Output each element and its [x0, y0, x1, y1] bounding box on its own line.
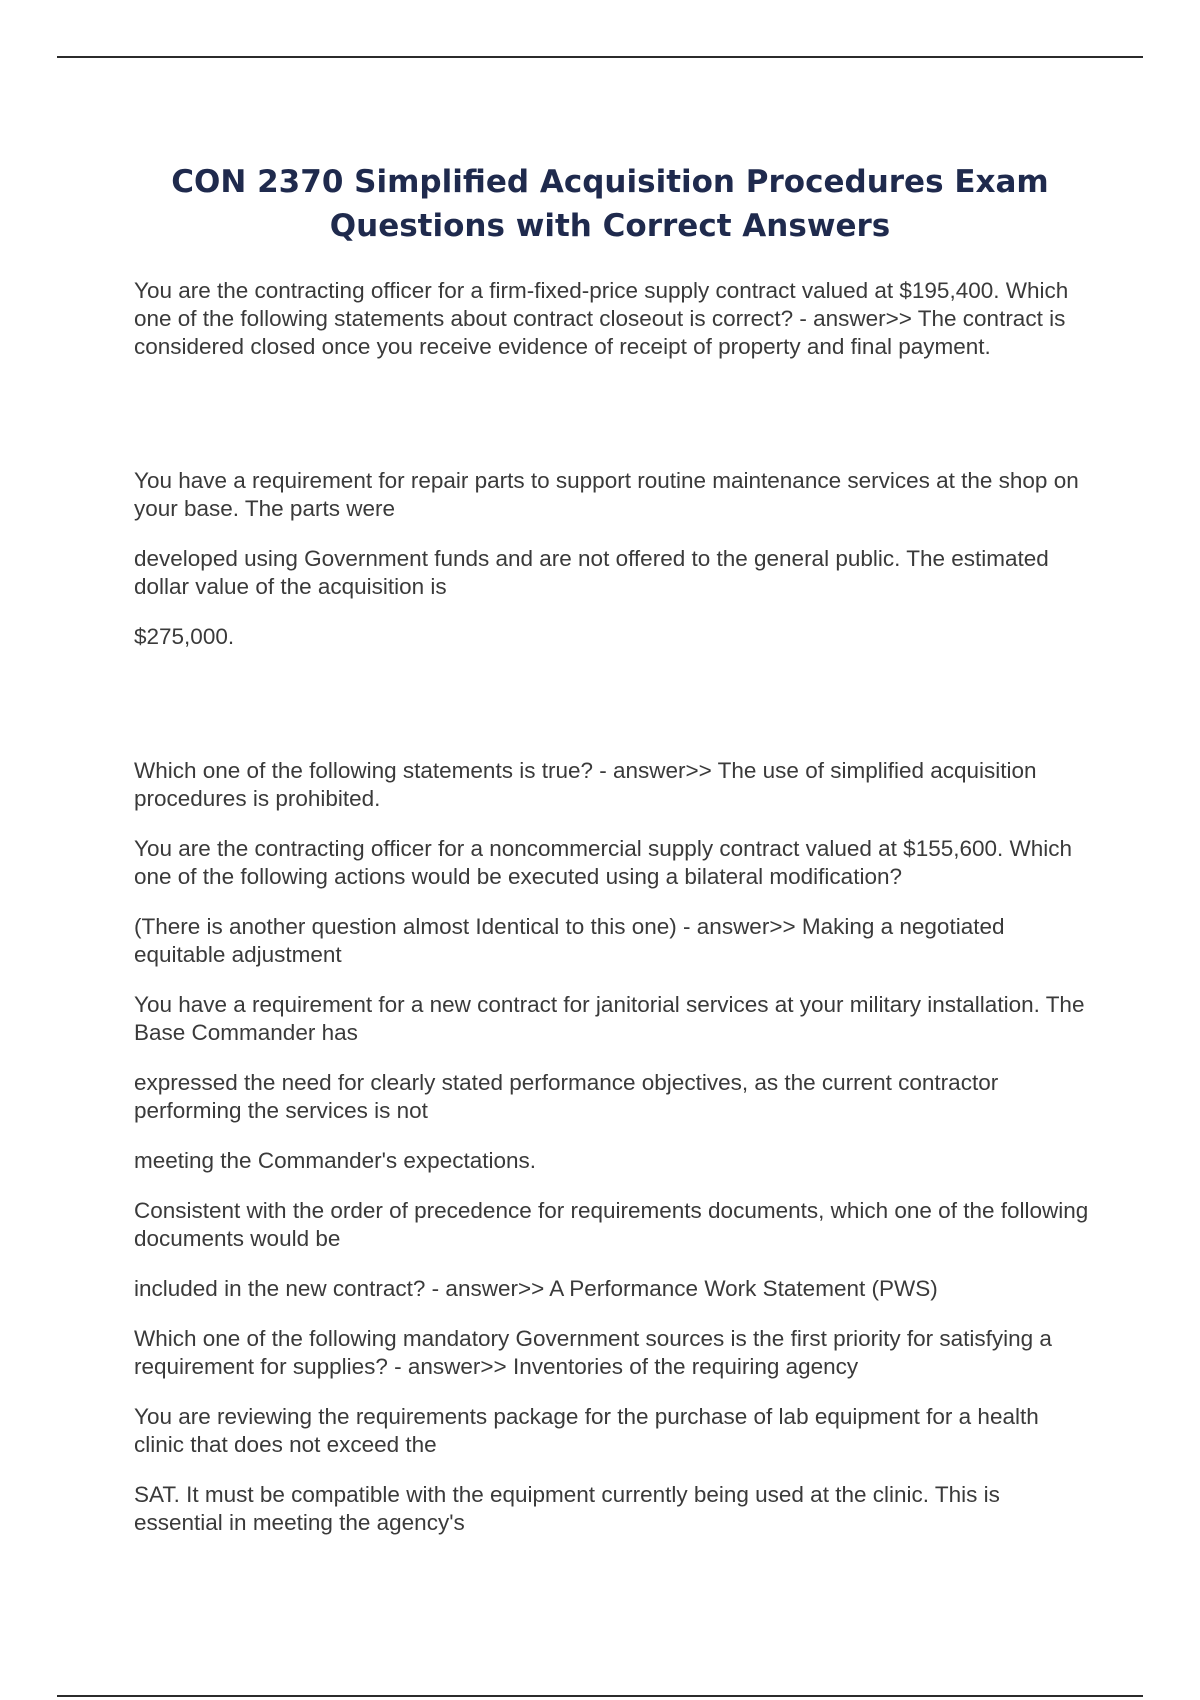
paragraph: Consistent with the order of precedence for requirements documents, which one of the following documents would be	[134, 1198, 1089, 1251]
paragraph: (There is another question almost Identical to this one) - answer>> Making a negotiated equitable adjustment	[134, 914, 1005, 967]
document-body	[134, 277, 1094, 1559]
paragraph: Which one of the following statements is true? - answer>> The use of simplified acquisition procedures is prohibited.	[134, 758, 1037, 811]
paragraph: You have a requirement for a new contract for janitorial services at your military installation. The Base Commander has	[134, 992, 1085, 1045]
paragraph: You are reviewing the requirements package for the purchase of lab equipment for a health clinic that does not exceed the	[134, 1404, 1039, 1457]
paragraph: You have a requirement for repair parts to support routine maintenance services at the shop on your base. The parts were	[134, 468, 1079, 521]
bottom-divider	[57, 1695, 1143, 1697]
paragraph: You are the contracting officer for a noncommercial supply contract valued at $155,600. Which one of the following actions would be executed using a bilateral modification?	[134, 836, 1073, 889]
top-divider	[57, 56, 1143, 58]
paragraph: expressed the need for clearly stated performance objectives, as the current contractor performing the services is not	[134, 1070, 999, 1123]
paragraph: meeting the Commander's expectations.	[134, 1148, 537, 1173]
paragraph: SAT. It must be compatible with the equipment currently being used at the clinic. This is essential in meeting the agency's	[134, 1482, 1000, 1535]
paragraph: Which one of the following mandatory Government sources is the first priority for satisfying a requirement for supplies? - answer>> Inventories of the requiring agency	[134, 1326, 1052, 1379]
paragraph: developed using Government funds and are not offered to the general public. The estimated dollar value of the acquisition is	[134, 546, 1049, 599]
paragraph: You are the contracting officer for a firm-fixed-price supply contract valued at $195,400. Which one of the following statements about contract closeout is correct? - answer>> The contract is considered closed once you receive evidence of receipt of property and final payment.	[134, 278, 1069, 359]
paragraph: included in the new contract? - answer>> A Performance Work Statement (PWS)	[134, 1276, 938, 1301]
paragraph: $275,000.	[134, 624, 235, 649]
document-title: CON 2370 Simplified Acquisition Procedures Exam Questions with Correct Answers	[171, 164, 1049, 244]
